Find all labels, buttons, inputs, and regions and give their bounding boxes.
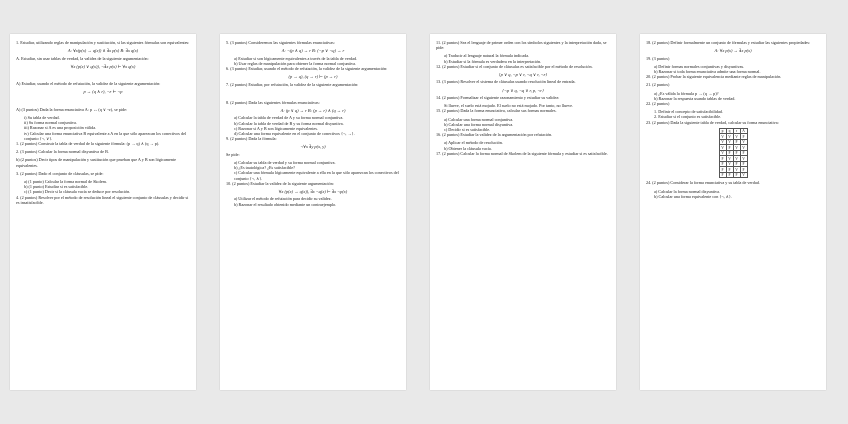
exercise-subitem: a) Calcular su tabla de verdad y su forma normal conjuntiva. [234,160,336,166]
exercise-subitem: c) Decidir si es satisfacible. [444,127,491,133]
formula: ∀x (p(x) ∨ q(x)), ¬∃x p(x) ⊢ ∀x q(x) [70,63,136,69]
formula: (p → q), (q → r) ⊢ (p → r) [288,74,338,80]
exercise-subitem: c) (1 punto) Decir si la cláusula vacía se deduce por resolución. [24,189,131,195]
exercise-statement: 20. (2 puntos) Probar la siguiente equivalencia mediante reglas de manipulación. [646,74,782,80]
table-cell: V [726,139,733,145]
exercise-statement: 6. (3 puntos) Estudiar, usando el método de refutación, la validez de la siguiente argumentación: [226,66,388,72]
formula: A: ¬(p ∧ q) → r B: (¬p ∨ ¬q) → r [281,48,345,54]
exercise-statement: 1. (2 puntos) Construir la tabla de verdad de la siguiente fórmula: (p → q) ∧ (q → p). [16,141,160,147]
table-cell: V [719,139,726,145]
table-cell: V [726,156,733,162]
exercise-subitem: a) Utilizar el método de refutación para decidir su validez. [234,196,332,202]
formula: {¬p ∨ q, ¬q ∨ r, p, ¬r} [502,87,544,93]
exercise-subitem: b) Usar reglas de manipulación para obtener la forma normal conjuntiva. [234,60,356,66]
table-cell: V [740,172,747,178]
table-cell: V [719,150,726,156]
exercise-subitem: c) Razonar si A y B son lógicamente equivalentes. [234,125,319,131]
table-cell: F [719,161,726,167]
exercise-statement: 16. (2 puntos) Estudiar la validez de la argumentación por refutación. [436,132,553,138]
table-cell: F [740,167,747,173]
exercise-subitem: a) Traducir al lenguaje natural la fórmula indicada. [444,53,530,59]
exercise-statement: 15. (2 puntos) Dada la forma enunciativa, calcular sus formas normales. [436,108,557,114]
table-cell: V [733,167,740,173]
exercise-statement: 21. (2 puntos) [646,82,670,88]
exercise-subitem: iii) Razonar si A es una proposición válida. [24,125,97,131]
exercise-subitem: 2. Estudiar si el conjunto es satisfacible. [654,114,722,120]
exercise-statement: A) Estudiar, usando el método de refutación, la validez de la siguiente argumentación: [16,81,161,87]
exercise-statement: 24. (2 puntos) Considerar la forma enunciativa y su tabla de verdad. [646,180,760,186]
table-cell: V [726,161,733,167]
table-cell: F [733,172,740,178]
exercise-subitem: b) Estudiar si la fórmula es verdadera en la interpretación. [444,58,542,64]
blank-space [16,97,190,107]
exam-page-1 [10,34,196,390]
exercise-statement: 4. (2 puntos) Resolver por el método de resolución lineal el siguiente conjunto de cláusulas y decidir si es insatisfacible. [16,194,189,205]
table-cell: V [719,134,726,140]
exercise-subitem: 1. Definir el concepto de satisfacibilidad. [654,109,723,115]
exercise-statement: 17. (2 puntos) Calcular la forma normal de Skolem de la siguiente fórmula y estudiar si es satisfacible. [436,150,608,156]
exercise-statement: 2. (3 puntos) Calcular la forma normal disyuntiva de B. [16,149,109,155]
exercise-subitem: a) Aplicar el método de resolución. [444,140,503,146]
exercise-statement: 11. (2 puntos) Sea el lenguaje de primer orden con los símbolos siguientes y la interpretación dada, se pide: [436,40,607,51]
table-cell: F [719,156,726,162]
exercise-subitem: b) Calcular la tabla de verdad de B y su forma normal disyuntiva. [234,120,344,126]
exercise-subitem: a) ¿Es válida la fórmula p → (q → p)? [654,90,719,96]
exercise-subitem: b) Calcular una forma normal disyuntiva. [444,121,514,127]
exercise-statement: Se pide: [226,151,240,157]
table-cell: F [740,134,747,140]
exercise-statement: 18. (2 puntos) Definir formalmente un conjunto de fórmulas y estudiar las siguientes propiedades: [646,40,811,45]
table-cell: A [740,128,747,134]
formula: p → (q ∧ r), ¬r ⊢ ¬p [83,89,123,95]
table-cell: F [726,145,733,151]
formula: A: (p ∨ q) → r B: (p → r) ∧ (q → r) [280,108,346,114]
table-cell: F [733,150,740,156]
formula: ∀x (p(x) → q(x)), ∃x ¬q(x) ⊢ ∃x ¬p(x) [278,189,348,195]
formula: {p ∨ q, ¬p ∨ r, ¬q ∨ r, ¬r} [498,72,548,78]
exercise-statement: A. Estudiar, sin usar tablas de verdad, la validez de la siguiente argumentación: [16,55,149,61]
exercise-statement: 9. (2 puntos) Dada la fórmula: [226,136,277,142]
table-cell: F [726,172,733,178]
exercise-subitem: a) Definir formas normales conjuntivas y disyuntivas. [654,63,745,69]
formula: A: ∀x(p(x) → q(x)) ∧ ∃x p(x) B: ∃x q(x) [67,48,139,54]
exercise-statement: 14. (2 puntos) Formalizar el siguiente razonamiento y estudiar su validez: [436,95,560,101]
table-cell: F [719,167,726,173]
exercise-subitem: b) Razonar si toda forma enunciativa admite una forma normal. [654,69,761,75]
exercise-subitem: d) Calcular una forma equivalente en el conjunto de conectivos {¬, →}. [234,131,355,137]
exercise-subitem: ii) Su forma normal conjuntiva. [24,120,77,126]
table-cell: F [733,139,740,145]
exercise-subitem: Si llueve, el suelo está mojado. El suelo no está mojado. Por tanto, no llueve. [444,103,573,109]
exercise-subitem: a) (1 punto) Calcular la forma normal de Skolem. [24,179,107,185]
exercise-subitem: c) Calcular una fórmula lógicamente equivalente a ella en la que sólo aparezcan los conectivos del conjunto {¬, ∧}. [234,170,399,181]
truth-table [719,128,748,179]
table-cell: F [740,150,747,156]
formula: ¬∀x ∃y p(x, y) [300,144,326,150]
exercise-statement: 5. (3 puntos) Consideremos las siguientes fórmulas enunciativas: [226,40,335,45]
table-cell: V [740,139,747,145]
exercise-subitem: b) Razonar la respuesta usando tablas de verdad. [654,95,736,101]
exercise-statement: 23. (2 puntos) Dada la siguiente tabla de verdad, calcular su forma enunciativa: [646,119,779,125]
exercise-statement: 19. (3 puntos) [646,55,670,61]
exercise-statement: 8. (2 puntos) Dada las siguientes fórmulas enunciativas: [226,99,320,105]
table-cell: F [719,172,726,178]
table-cell: p [719,128,726,134]
exercise-subitem: a) Calcular una forma normal conjuntiva. [444,116,514,122]
table-cell: V [740,145,747,151]
exercise-statement: A) (3 puntos) Dada la forma enunciativa A: p ↔ (q ∨ ¬r), se pide: [16,106,128,112]
table-cell: V [733,145,740,151]
exercise-statement: 12. (2 puntos) Estudiar si el conjunto de cláusulas es satisfacible por el método de resolución. [436,63,593,69]
exercise-statement: 7. (2 puntos) Estudiar, por refutación, la validez de la siguiente argumentación: [226,81,359,87]
exercise-statement: 1. Estudiar, utilizando reglas de manipulación y sustitución, si las siguientes fórmulas son equivalentes: [16,40,190,45]
table-cell: F [733,161,740,167]
exercise-subitem: b) Calcular una forma equivalente con {¬, ∧}. [654,193,732,199]
table-cell: V [733,156,740,162]
exam-page-3 [430,34,616,390]
formula: A: ∀x p(x) → ∃x p(x) [714,48,752,54]
table-cell: F [740,161,747,167]
exercise-subitem: a) Estudiar si son lógicamente equivalentes a través de la tabla de verdad. [234,55,358,61]
table-cell: V [733,134,740,140]
exercise-statement: 22. (2 puntos) [646,101,670,107]
exam-page-2 [220,34,406,390]
exercise-subitem: iv) Calcular una forma enunciativa B equivalente a A en la que sólo aparezcan los conectivos del conjunto {¬, ∨}. [24,130,187,141]
exam-page-4 [640,34,826,390]
table-cell: V [719,145,726,151]
table-row [719,172,747,178]
blank-space [16,71,190,81]
exercise-subitem: a) Calcular la tabla de verdad de A y su forma normal conjuntiva. [234,115,344,121]
exercise-subitem: b) Razonar el resultado obtenido mediante un contraejemplo. [234,201,337,207]
exercise-subitem: b) (1 punto) Estudiar si es satisfacible. [24,184,89,190]
exercise-statement: b) (2 puntos) Decir tipos de manipulación y sustitución que prueban que A y B son lógicamente equivalentes. [16,157,177,168]
exercise-subitem: b) Obtener la cláusula vacía. [444,145,492,151]
exercise-subitem: i) Su tabla de verdad. [24,115,60,121]
exercise-statement: 13. (3 puntos) Resolver el sistema de cláusulas usando resolución lineal de entrada. [436,79,576,85]
exercise-statement: 3. (2 puntos) Dado el conjunto de cláusulas, se pide: [16,170,104,176]
exercise-subitem: a) Calcular la forma normal disyuntiva. [654,188,721,194]
table-cell: F [726,167,733,173]
blank-space [226,90,400,100]
table-cell: r [733,128,740,134]
table-cell: V [726,134,733,140]
exercise-subitem: b) ¿Es tautológica? ¿Es satisfacible? [234,165,295,171]
table-cell: V [740,156,747,162]
table-cell: F [726,150,733,156]
table-cell: q [726,128,733,134]
exercise-statement: 10. (2 puntos) Estudiar la validez de la siguiente argumentación: [226,180,334,186]
